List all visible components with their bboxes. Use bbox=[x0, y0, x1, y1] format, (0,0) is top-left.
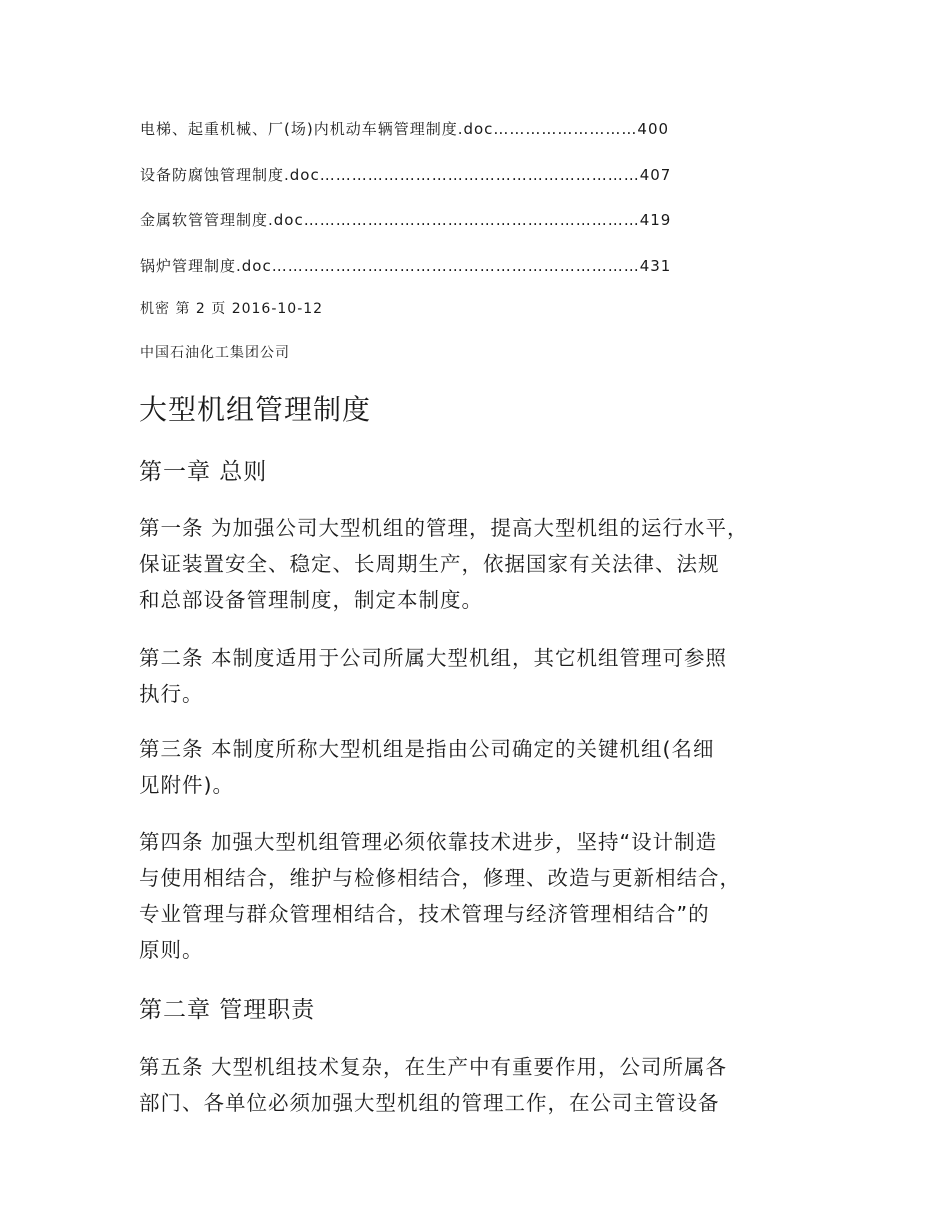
article-line: 部门、各单位必须加强大型机组的管理工作，在公司主管设备 bbox=[139, 1091, 720, 1115]
toc-item[interactable]: 电梯、起重机械、厂(场)内机动车辆管理制度.doc………………………400 bbox=[140, 120, 670, 138]
table-of-contents bbox=[140, 118, 840, 300]
article-paragraph-3 bbox=[139, 731, 839, 803]
article-paragraph-1 bbox=[139, 510, 839, 618]
document-title: 大型机组管理制度 bbox=[139, 393, 372, 426]
article-line: 第二条 本制度适用于公司所属大型机组，其它机组管理可参照 bbox=[139, 646, 728, 670]
article-line: 见附件)。 bbox=[139, 773, 234, 797]
article-line: 执行。 bbox=[139, 682, 204, 706]
article-paragraph-2 bbox=[139, 640, 839, 712]
article-line: 与使用相结合，维护与检修相结合，修理、改造与更新相结合， bbox=[139, 866, 741, 890]
article-line: 第四条 加强大型机组管理必须依靠技术进步，坚持“设计制造 bbox=[139, 830, 718, 854]
toc-item[interactable]: 锅炉管理制度.doc……………………………………………………………431 bbox=[140, 256, 672, 275]
toc-item[interactable]: 金属软管管理制度.doc………………………………………………………419 bbox=[140, 211, 672, 229]
article-line: 第三条 本制度所称大型机组是指由公司确定的关键机组(名细 bbox=[139, 737, 715, 761]
article-paragraph-4 bbox=[139, 824, 839, 968]
article-line: 专业管理与群众管理相结合，技术管理与经济管理相结合”的 bbox=[139, 902, 710, 926]
article-line: 第五条 大型机组技术复杂，在生产中有重要作用，公司所属各 bbox=[139, 1055, 728, 1079]
page-footer-confidential: 机密 第 2 页 2016-10-12 bbox=[140, 301, 324, 317]
article-line: 第一条 为加强公司大型机组的管理，提高大型机组的运行水平， bbox=[139, 516, 749, 540]
chapter-heading-general: 第一章 总则 bbox=[139, 459, 268, 485]
chapter-heading-responsibilities: 第二章 管理职责 bbox=[139, 997, 316, 1023]
page-header-company: 中国石油化工集团公司 bbox=[140, 345, 290, 361]
article-line: 原则。 bbox=[139, 938, 204, 962]
article-paragraph-5 bbox=[139, 1049, 839, 1121]
article-line: 和总部设备管理制度，制定本制度。 bbox=[139, 588, 483, 612]
article-line: 保证装置安全、稳定、长周期生产，依据国家有关法律、法规 bbox=[139, 552, 720, 576]
toc-item[interactable]: 设备防腐蚀管理制度.doc……………………………………………………407 bbox=[140, 165, 672, 184]
